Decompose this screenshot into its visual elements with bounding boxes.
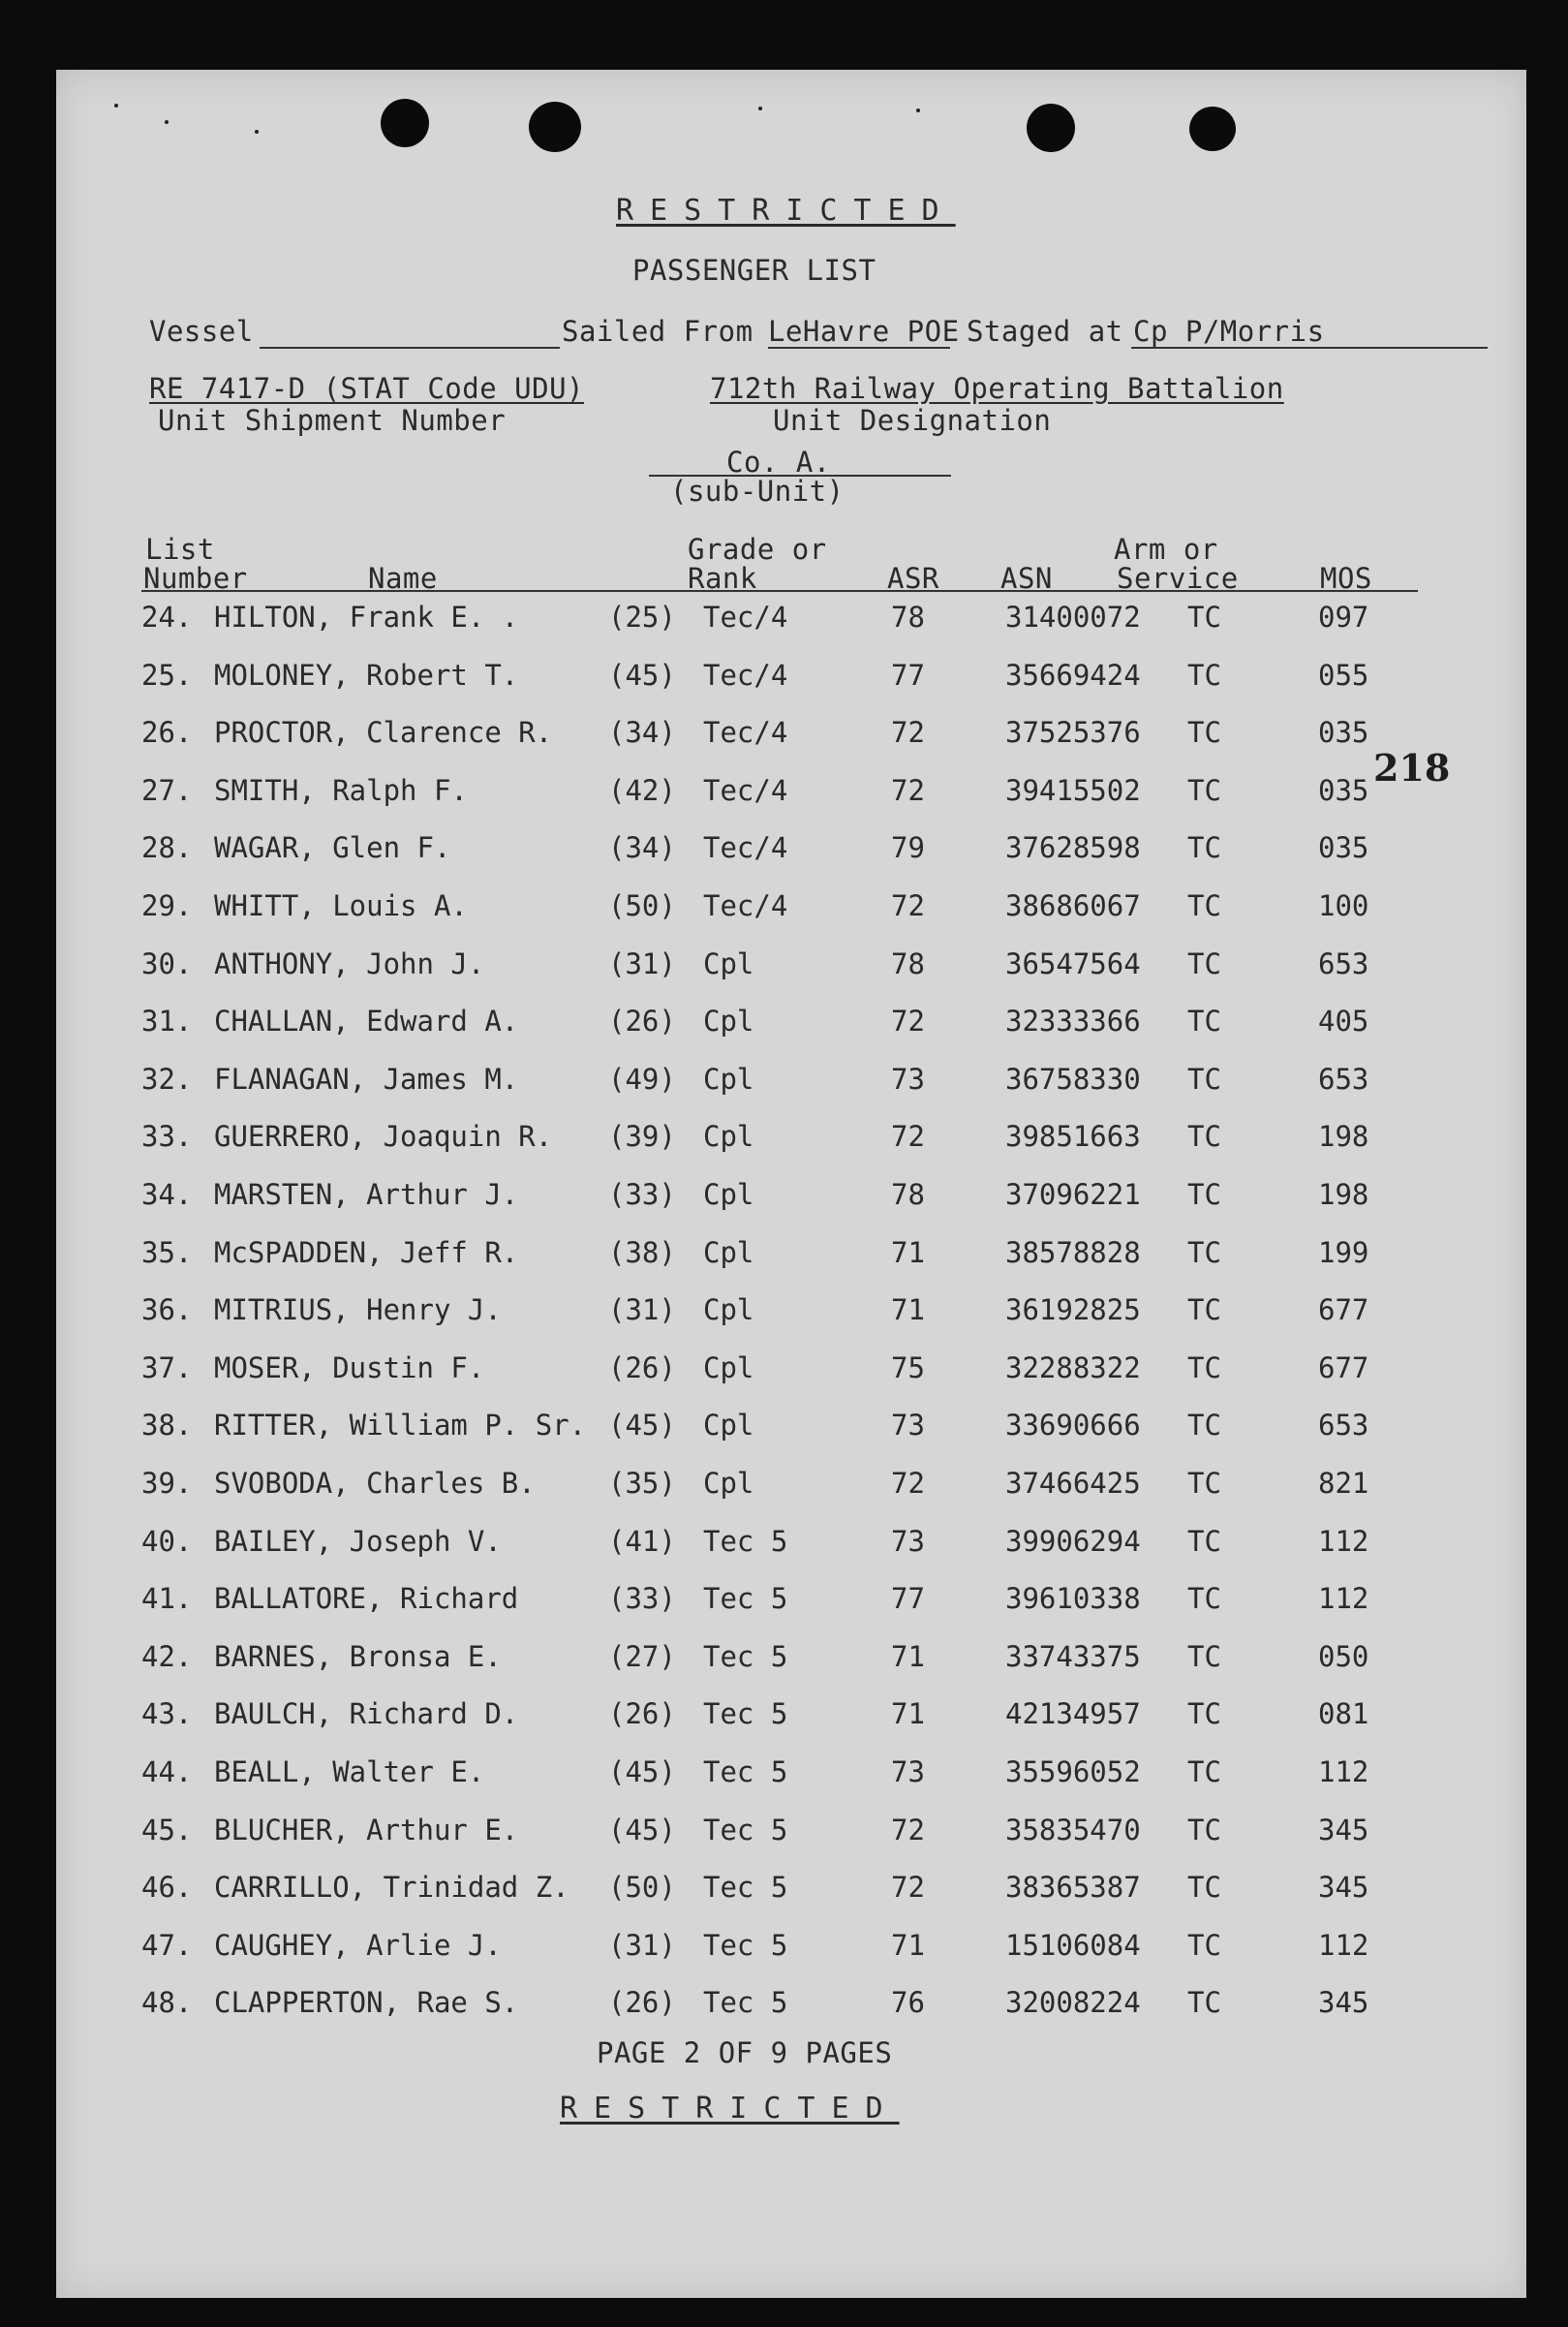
cell-mos: 677 — [1318, 1293, 1369, 1327]
cell-num: 28. — [141, 831, 193, 865]
cell-asn: 32288322 — [1005, 1350, 1141, 1384]
cell-arm: TC — [1187, 1524, 1221, 1558]
cell-asr: 73 — [891, 1409, 925, 1443]
punch-hole — [1189, 107, 1236, 151]
cell-asr: 72 — [891, 1467, 925, 1500]
cell-num: 29. — [141, 889, 193, 922]
col-header-number: Number — [143, 562, 248, 595]
cell-arm: TC — [1187, 773, 1221, 807]
col-header-name: Name — [368, 562, 438, 595]
shipment-number: RE 7417-D (STAT Code UDU) — [149, 372, 584, 405]
cell-num: 41. — [141, 1582, 193, 1616]
speck — [165, 120, 169, 124]
table-row — [56, 889, 1526, 928]
cell-mos: 055 — [1318, 658, 1369, 692]
cell-mos: 081 — [1318, 1697, 1369, 1731]
table-row — [56, 1582, 1526, 1621]
cell-grade: Tec 5 — [703, 1986, 788, 2020]
cell-mos: 035 — [1318, 773, 1369, 807]
cell-arm: TC — [1187, 1986, 1221, 2020]
cell-grade: Tec 5 — [703, 1755, 788, 1788]
cell-name: BEALL, Walter E. — [214, 1755, 485, 1788]
cell-age: (31) — [608, 1928, 676, 1962]
cell-grade: Tec 5 — [703, 1639, 788, 1673]
cell-asn: 36192825 — [1005, 1293, 1141, 1327]
cell-grade: Tec/4 — [703, 601, 788, 634]
shipment-caption: Unit Shipment Number — [158, 404, 507, 437]
cell-age: (38) — [608, 1235, 676, 1269]
cell-mos: 677 — [1318, 1350, 1369, 1384]
cell-age: (45) — [608, 1755, 676, 1788]
cell-arm: TC — [1187, 1697, 1221, 1731]
cell-asr: 71 — [891, 1697, 925, 1731]
speck — [255, 130, 259, 134]
cell-asn: 39906294 — [1005, 1524, 1141, 1558]
cell-asn: 38365387 — [1005, 1871, 1141, 1905]
cell-asn: 42134957 — [1005, 1697, 1141, 1731]
cell-num: 30. — [141, 946, 193, 980]
table-row — [56, 1236, 1526, 1275]
cell-arm: TC — [1187, 601, 1221, 634]
cell-grade: Cpl — [703, 946, 754, 980]
table-row — [56, 716, 1526, 755]
cell-asr: 78 — [891, 601, 925, 634]
unit-caption: Unit Designation — [773, 404, 1052, 437]
cell-grade: Tec 5 — [703, 1582, 788, 1616]
col-header-asn: ASN — [1000, 562, 1053, 595]
cell-asr: 73 — [891, 1524, 925, 1558]
cell-age: (39) — [608, 1120, 676, 1154]
table-row — [56, 659, 1526, 698]
cell-age: (35) — [608, 1467, 676, 1500]
cell-name: BLUCHER, Arthur E. — [214, 1813, 519, 1846]
cell-age: (41) — [608, 1524, 676, 1558]
cell-mos: 345 — [1318, 1871, 1369, 1905]
cell-name: MOSER, Dustin F. — [214, 1350, 485, 1384]
vessel-label: Vessel — [149, 315, 254, 348]
cell-mos: 653 — [1318, 1409, 1369, 1443]
speck — [758, 107, 762, 110]
cell-arm: TC — [1187, 1582, 1221, 1616]
cell-asr: 77 — [891, 1582, 925, 1616]
cell-name: FLANAGAN, James M. — [214, 1062, 519, 1096]
cell-name: WAGAR, Glen F. — [214, 831, 451, 865]
vessel-field-line — [260, 347, 560, 349]
cell-grade: Tec 5 — [703, 1928, 788, 1962]
cell-arm: TC — [1187, 716, 1221, 750]
cell-asr: 78 — [891, 946, 925, 980]
cell-grade: Tec/4 — [703, 773, 788, 807]
cell-asr: 72 — [891, 1813, 925, 1846]
table-row — [56, 1697, 1526, 1736]
col-header-asr: ASR — [887, 562, 939, 595]
cell-arm: TC — [1187, 1293, 1221, 1327]
speck — [114, 104, 118, 108]
table-row — [56, 1814, 1526, 1852]
cell-num: 25. — [141, 658, 193, 692]
cell-grade: Cpl — [703, 1350, 754, 1384]
col-header-mos: MOS — [1320, 562, 1372, 595]
cell-num: 40. — [141, 1524, 193, 1558]
cell-num: 32. — [141, 1062, 193, 1096]
cell-asn: 36758330 — [1005, 1062, 1141, 1096]
cell-age: (45) — [608, 1813, 676, 1846]
cell-asn: 35596052 — [1005, 1755, 1141, 1788]
cell-num: 35. — [141, 1235, 193, 1269]
table-row — [56, 1120, 1526, 1159]
cell-arm: TC — [1187, 1871, 1221, 1905]
cell-arm: TC — [1187, 1178, 1221, 1211]
cell-mos: 198 — [1318, 1178, 1369, 1211]
cell-mos: 653 — [1318, 946, 1369, 980]
cell-asr: 72 — [891, 1871, 925, 1905]
cell-grade: Cpl — [703, 1062, 754, 1096]
cell-asn: 39851663 — [1005, 1120, 1141, 1154]
cell-mos: 199 — [1318, 1235, 1369, 1269]
cell-mos: 198 — [1318, 1120, 1369, 1154]
cell-num: 24. — [141, 601, 193, 634]
cell-asn: 37628598 — [1005, 831, 1141, 865]
cell-name: RITTER, William P. Sr. — [214, 1409, 587, 1443]
sub-unit-caption: (sub-Unit) — [670, 475, 845, 508]
cell-asn: 32333366 — [1005, 1005, 1141, 1039]
cell-arm: TC — [1187, 1120, 1221, 1154]
cell-name: BAILEY, Joseph V. — [214, 1524, 502, 1558]
cell-num: 46. — [141, 1871, 193, 1905]
speck — [916, 109, 920, 112]
cell-mos: 035 — [1318, 716, 1369, 750]
classification-header: RESTRICTED — [616, 194, 956, 228]
cell-grade: Tec 5 — [703, 1524, 788, 1558]
cell-name: HILTON, Frank E. . — [214, 601, 519, 634]
cell-asn: 35835470 — [1005, 1813, 1141, 1846]
staged-at-line — [1131, 347, 1488, 349]
cell-mos: 405 — [1318, 1005, 1369, 1039]
cell-mos: 112 — [1318, 1755, 1369, 1788]
cell-asn: 35669424 — [1005, 658, 1141, 692]
cell-mos: 112 — [1318, 1524, 1369, 1558]
cell-arm: TC — [1187, 1005, 1221, 1039]
cell-age: (33) — [608, 1582, 676, 1616]
cell-num: 26. — [141, 716, 193, 750]
cell-asr: 71 — [891, 1928, 925, 1962]
table-row — [56, 1986, 1526, 2025]
cell-grade: Cpl — [703, 1467, 754, 1500]
cell-asr: 71 — [891, 1639, 925, 1673]
cell-arm: TC — [1187, 1062, 1221, 1096]
col-header-rank: Rank — [688, 562, 757, 595]
header-rule — [141, 590, 1418, 592]
cell-grade: Tec 5 — [703, 1697, 788, 1731]
cell-name: MARSTEN, Arthur J. — [214, 1178, 519, 1211]
cell-asr: 71 — [891, 1293, 925, 1327]
punch-hole — [529, 102, 581, 152]
cell-asr: 78 — [891, 1178, 925, 1211]
cell-asr: 71 — [891, 1235, 925, 1269]
cell-mos: 050 — [1318, 1639, 1369, 1673]
cell-age: (31) — [608, 1293, 676, 1327]
cell-num: 31. — [141, 1005, 193, 1039]
cell-grade: Cpl — [703, 1120, 754, 1154]
cell-mos: 112 — [1318, 1582, 1369, 1616]
table-row — [56, 1409, 1526, 1447]
cell-name: SMITH, Ralph F. — [214, 773, 468, 807]
table-row — [56, 1755, 1526, 1794]
cell-name: CHALLAN, Edward A. — [214, 1005, 519, 1039]
cell-asn: 31400072 — [1005, 601, 1141, 634]
sailed-from-label: Sailed From — [562, 315, 753, 348]
cell-grade: Tec 5 — [703, 1871, 788, 1905]
cell-num: 44. — [141, 1755, 193, 1788]
cell-name: GUERRERO, Joaquin R. — [214, 1120, 553, 1154]
cell-num: 34. — [141, 1178, 193, 1211]
cell-mos: 821 — [1318, 1467, 1369, 1500]
document-page — [56, 70, 1526, 2298]
cell-age: (26) — [608, 1697, 676, 1731]
cell-name: CARRILLO, Trinidad Z. — [214, 1871, 569, 1905]
cell-grade: Tec/4 — [703, 889, 788, 922]
cell-grade: Cpl — [703, 1409, 754, 1443]
cell-age: (26) — [608, 1005, 676, 1039]
cell-mos: 097 — [1318, 601, 1369, 634]
cell-num: 43. — [141, 1697, 193, 1731]
table-row — [56, 601, 1526, 639]
cell-asn: 15106084 — [1005, 1928, 1141, 1962]
cell-mos: 035 — [1318, 831, 1369, 865]
table-row — [56, 947, 1526, 986]
page-info: PAGE 2 OF 9 PAGES — [597, 2036, 893, 2069]
cell-asr: 72 — [891, 889, 925, 922]
cell-arm: TC — [1187, 1350, 1221, 1384]
staged-at-label: Staged at — [967, 315, 1123, 348]
cell-grade: Cpl — [703, 1293, 754, 1327]
cell-asr: 73 — [891, 1755, 925, 1788]
cell-num: 38. — [141, 1409, 193, 1443]
cell-grade: Cpl — [703, 1005, 754, 1039]
cell-asr: 72 — [891, 773, 925, 807]
cell-age: (42) — [608, 773, 676, 807]
cell-asr: 72 — [891, 1120, 925, 1154]
cell-asn: 33690666 — [1005, 1409, 1141, 1443]
cell-num: 27. — [141, 773, 193, 807]
table-row — [56, 1640, 1526, 1679]
cell-name: BALLATORE, Richard — [214, 1582, 519, 1616]
cell-asn: 38686067 — [1005, 889, 1141, 922]
cell-name: MITRIUS, Henry J. — [214, 1293, 502, 1327]
cell-arm: TC — [1187, 889, 1221, 922]
cell-grade: Tec 5 — [703, 1813, 788, 1846]
cell-age: (45) — [608, 658, 676, 692]
cell-age: (26) — [608, 1350, 676, 1384]
stamped-number: 218 — [1373, 746, 1451, 790]
cell-grade: Cpl — [703, 1178, 754, 1211]
table-row — [56, 1929, 1526, 1968]
table-row — [56, 1005, 1526, 1043]
cell-name: CLAPPERTON, Rae S. — [214, 1986, 519, 2020]
table-row — [56, 831, 1526, 870]
cell-arm: TC — [1187, 1813, 1221, 1846]
cell-num: 33. — [141, 1120, 193, 1154]
staged-at-value: Cp P/Morris — [1133, 315, 1325, 348]
doc-title: PASSENGER LIST — [632, 254, 876, 287]
cell-num: 39. — [141, 1467, 193, 1500]
cell-asn: 37466425 — [1005, 1467, 1141, 1500]
table-row — [56, 1178, 1526, 1217]
table-row — [56, 774, 1526, 813]
cell-asn: 37525376 — [1005, 716, 1141, 750]
cell-num: 37. — [141, 1350, 193, 1384]
cell-num: 36. — [141, 1293, 193, 1327]
sub-unit: Co. A. — [726, 446, 831, 479]
cell-mos: 653 — [1318, 1062, 1369, 1096]
cell-asn: 39610338 — [1005, 1582, 1141, 1616]
cell-mos: 345 — [1318, 1986, 1369, 2020]
cell-arm: TC — [1187, 1235, 1221, 1269]
cell-age: (34) — [608, 831, 676, 865]
cell-mos: 100 — [1318, 889, 1369, 922]
cell-asn: 38578828 — [1005, 1235, 1141, 1269]
cell-asn: 33743375 — [1005, 1639, 1141, 1673]
cell-name: PROCTOR, Clarence R. — [214, 716, 553, 750]
cell-asn: 32008224 — [1005, 1986, 1141, 2020]
table-row — [56, 1293, 1526, 1332]
cell-age: (31) — [608, 946, 676, 980]
unit-designation: 712th Railway Operating Battalion — [710, 372, 1284, 405]
cell-arm: TC — [1187, 1928, 1221, 1962]
cell-arm: TC — [1187, 1755, 1221, 1788]
classification-footer: RESTRICTED — [560, 2092, 900, 2125]
cell-grade: Cpl — [703, 1235, 754, 1269]
cell-age: (34) — [608, 716, 676, 750]
cell-asr: 72 — [891, 716, 925, 750]
cell-name: CAUGHEY, Arlie J. — [214, 1928, 502, 1962]
cell-grade: Tec/4 — [703, 716, 788, 750]
cell-age: (50) — [608, 889, 676, 922]
punch-hole — [381, 99, 429, 147]
cell-asn: 36547564 — [1005, 946, 1141, 980]
cell-name: ANTHONY, John J. — [214, 946, 485, 980]
cell-age: (27) — [608, 1639, 676, 1673]
cell-asr: 75 — [891, 1350, 925, 1384]
col-header-arm: Arm or — [1114, 533, 1218, 566]
cell-arm: TC — [1187, 1467, 1221, 1500]
cell-arm: TC — [1187, 1409, 1221, 1443]
col-header-service: Service — [1117, 562, 1239, 595]
cell-name: MOLONEY, Robert T. — [214, 658, 519, 692]
cell-asr: 72 — [891, 1005, 925, 1039]
col-header-grade: Grade or — [688, 533, 827, 566]
cell-asr: 76 — [891, 1986, 925, 2020]
punch-hole — [1027, 104, 1075, 152]
cell-asr: 77 — [891, 658, 925, 692]
cell-name: SVOBODA, Charles B. — [214, 1467, 536, 1500]
cell-asr: 73 — [891, 1062, 925, 1096]
table-row — [56, 1467, 1526, 1505]
cell-age: (45) — [608, 1409, 676, 1443]
cell-arm: TC — [1187, 658, 1221, 692]
table-row — [56, 1871, 1526, 1909]
cell-age: (25) — [608, 601, 676, 634]
table-row — [56, 1351, 1526, 1390]
cell-asn: 39415502 — [1005, 773, 1141, 807]
cell-age: (50) — [608, 1871, 676, 1905]
cell-arm: TC — [1187, 946, 1221, 980]
table-row — [56, 1525, 1526, 1564]
cell-name: McSPADDEN, Jeff R. — [214, 1235, 519, 1269]
cell-name: BARNES, Bronsa E. — [214, 1639, 502, 1673]
cell-age: (26) — [608, 1986, 676, 2020]
cell-name: BAULCH, Richard D. — [214, 1697, 519, 1731]
col-header-list: List — [145, 533, 215, 566]
cell-mos: 345 — [1318, 1813, 1369, 1846]
cell-age: (33) — [608, 1178, 676, 1211]
cell-num: 42. — [141, 1639, 193, 1673]
cell-arm: TC — [1187, 1639, 1221, 1673]
sailed-from-line — [768, 347, 950, 349]
cell-num: 45. — [141, 1813, 193, 1846]
cell-num: 47. — [141, 1928, 193, 1962]
cell-asr: 79 — [891, 831, 925, 865]
cell-name: WHITT, Louis A. — [214, 889, 468, 922]
cell-grade: Tec/4 — [703, 831, 788, 865]
table-row — [56, 1063, 1526, 1101]
cell-num: 48. — [141, 1986, 193, 2020]
cell-asn: 37096221 — [1005, 1178, 1141, 1211]
sailed-from-value: LeHavre POE — [768, 315, 960, 348]
cell-grade: Tec/4 — [703, 658, 788, 692]
cell-mos: 112 — [1318, 1928, 1369, 1962]
cell-age: (49) — [608, 1062, 676, 1096]
cell-arm: TC — [1187, 831, 1221, 865]
